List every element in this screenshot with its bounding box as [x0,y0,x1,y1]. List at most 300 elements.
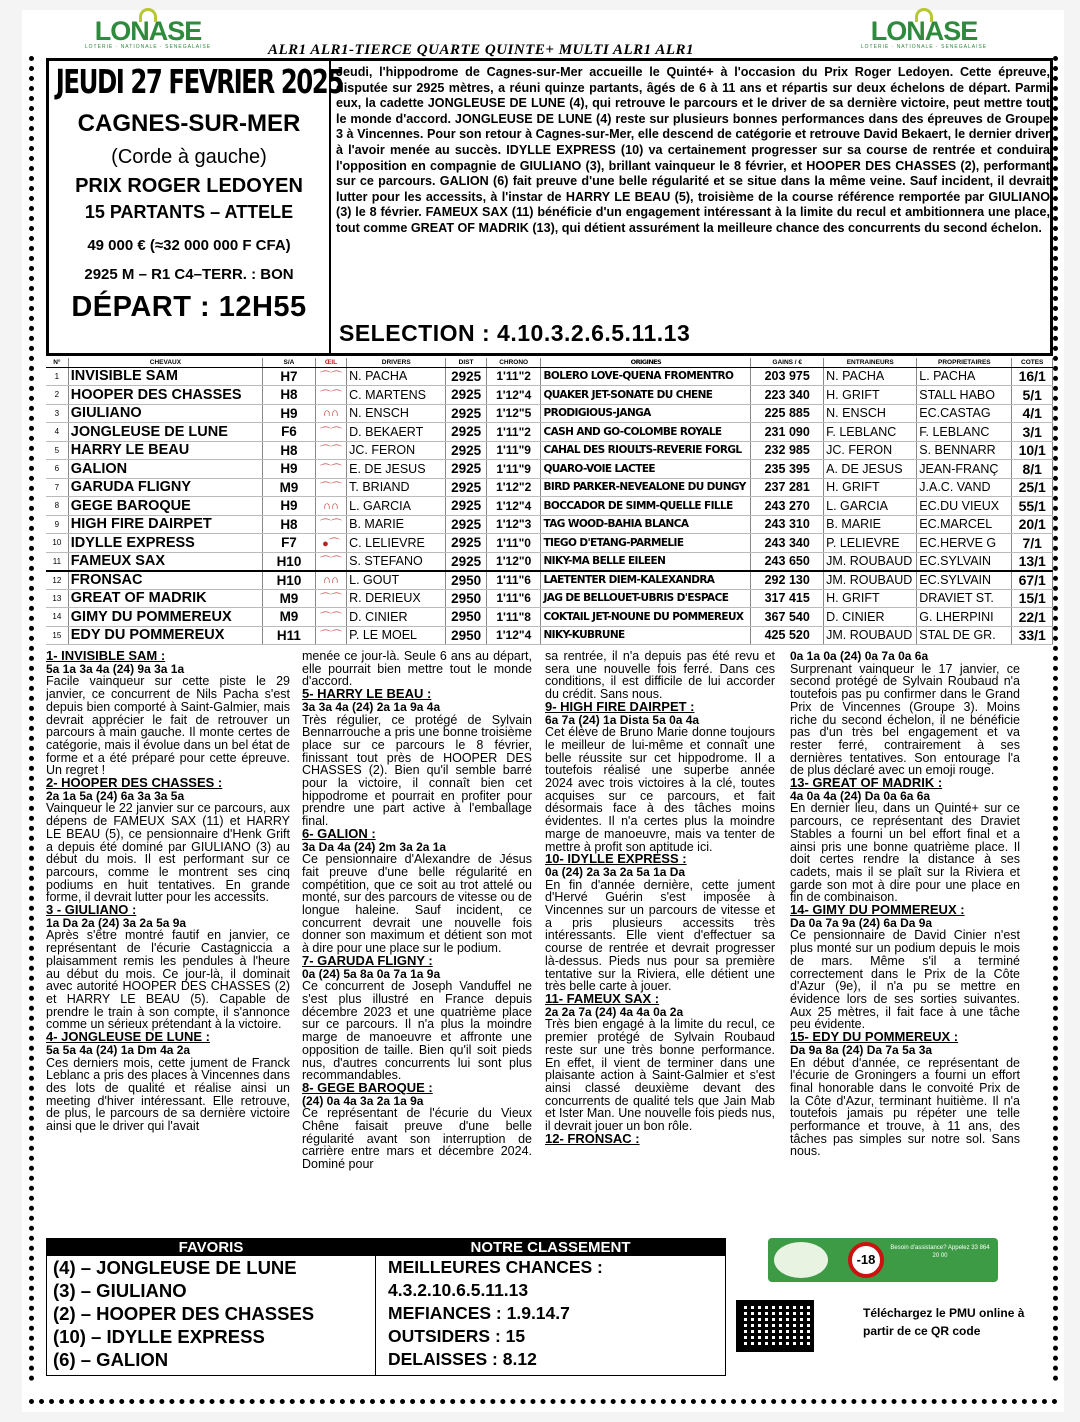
cell-dist: 2950 [446,608,486,627]
cell-dist: 2925 [446,367,486,386]
cell-owner: EC.HERVE G [917,534,1012,553]
qr-caption: Téléchargez le PMU online à partir de ce QR code [863,1306,1025,1338]
cell-gains: 235 395 [751,460,824,479]
horse-comment: Surprenant vainqueur le 17 janvier, ce second protégé de Sylvain Roubaud n'a toutefois pas pu confirmer dans le Grand Prix de Vincennes (Groupe 3). Moins riche du second échelon, il ne bénéficie pas d'un très bel engagement et va rester ferré, contrairement à ses dernières tentatives. Son entourage l'a de plus déclaré avec un emoji rouge. [790,661,1020,778]
cell-chrono: 1'12"4 [486,497,541,516]
cell-dist: 2950 [446,626,486,645]
cell-origine: CASH AND GO-COLOMBE ROYALE [541,423,751,442]
cell-origine: LAETENTER DIEM-KALEXANDRA [541,571,751,590]
bottom-section [46,1238,1053,1376]
horse-comment: Ce concurrent de Joseph Vanduffel ne s'est plus illustré en France depuis décembre 2023 et une quatrième place sur ce parcours. Il n'a plus la moindre marge de manoeuvre et affronte une opposition de taille. Bien qu'il soit pieds nus, d'autres concurrents lui sont plus recommandables. [302,979,532,1083]
cell-n: 10 [46,534,68,553]
cell-oeil: ⌒⌒ [315,478,346,497]
column-header: ENTRAINEURS [824,358,917,367]
horse-title: 10- IDYLLE EXPRESS : [545,851,687,867]
runner-row [46,589,1053,608]
cell-dist: 2925 [446,386,486,405]
horse-musique: 5a 5a 4a (24) 1a Dm 4a 2a [46,1042,191,1057]
qr-code[interactable] [736,1300,814,1352]
horse-musique: 0a 1a 0a (24) 0a 7a 0a 6a [790,650,929,663]
cell-trainer: JM. ROUBAUD [824,571,917,590]
cell-chrono: 1'11"2 [486,423,541,442]
classement-item: MEILLEURES CHANCES : [388,1257,603,1277]
cell-oeil: ∩∩ [315,404,346,423]
cell-owner: L. PACHA [917,367,1012,386]
cell-owner: EC.MARCEL [917,515,1012,534]
cell-chrono: 1'12"3 [486,515,541,534]
horse-title: 5- HARRY LE BEAU : [302,686,432,702]
horse-musique: Da 0a 7a 9a (24) 6a Da 9a [790,915,933,930]
cell-dist: 2950 [446,589,486,608]
cell-n: 4 [46,423,68,442]
horse-musique: 3a 3a 4a (24) 2a 1a 9a 4a [302,699,441,714]
cell-cote: 16/1 [1012,367,1053,386]
cell-horse: GARUDA FLIGNY [68,478,262,497]
horse-comment: sa rentrée, il n'a depuis pas été revu et sera une nouvelle fois ferré. Dans ces conditions, il est difficile de lui accorder du crédit. Sans nous. [545,650,775,702]
cell-n: 6 [46,460,68,479]
cell-dist: 2925 [446,534,486,553]
dotted-border [29,56,34,1382]
cell-owner: EC.SYLVAIN [917,552,1012,571]
column-header: CHRONO [486,358,541,367]
horse-comment: Facile vainqueur sur cette piste le 29 janvier, ce concurrent de Nils Pacha s'est depuis bien comporté à Saint-Galmier, mais devrait apprécier le fait de retrouver un parcours à main gauche. Il monte certes de catégorie, mais il évolue dans un bel état de forme et a été préparé pour cette épreuve. Un regret ! [46,674,290,778]
selection: SELECTION : 4.10.3.2.6.5.11.13 [339,320,691,346]
cell-n: 7 [46,478,68,497]
cell-origine: CAHAL DES RIOULTS-REVERIE FORGL [541,441,751,460]
comment-column [46,650,290,1236]
runner-row [46,534,1053,553]
cell-chrono: 1'11"9 [486,441,541,460]
cell-chrono: 1'12"2 [486,478,541,497]
cell-origine: BOCCADOR DE SIMM-QUELLE FILLE [541,497,751,516]
cell-trainer: H. GRIFT [824,386,917,405]
cell-horse: HARRY LE BEAU [68,441,262,460]
cell-cote: 3/1 [1012,423,1053,442]
cell-horse: HOOPER DES CHASSES [68,386,262,405]
runner-row [46,571,1053,590]
cell-oeil: ⌒⌒ [315,515,346,534]
cell-origine: NIKY-KUBRUNE [541,626,751,645]
lonase-logo: LONASE LOTERIE · NATIONALE · SENEGALAISE [854,16,994,50]
dotted-border [29,1399,1058,1404]
favori-item: (6) – GALION [53,1349,169,1370]
cell-horse: FRONSAC [68,571,262,590]
horse-comment: En dernier lieu, dans un Quinté+ sur ce parcours, ce représentant des Draviet Stables a fourni un bel effort final et a ainsi pris une bonne quatrième place. Il doit certes rendre la distance à ses cadets, mais il se plaît sur la Riviera et garde son mot à dire pour une place en fin de combinaison. [790,801,1020,905]
cell-driver: N. PACHA [347,367,446,386]
cell-horse: JONGLEUSE DE LUNE [68,423,262,442]
cell-chrono: 1'12"4 [486,626,541,645]
cell-owner: EC.DU VIEUX [917,497,1012,516]
bet-types-line: ALR1 ALR1-TIERCE QUARTE QUINTE+ MULTI ALR1 ALR1 [268,42,694,58]
horse-title: 4- JONGLEUSE DE LUNE : [46,1029,210,1045]
horse-comment: Ces derniers mois, cette jument de Franck Leblanc a pris des places à Vincennes dans des lots de qualité et réalise ainsi un meeting d'hiver intéressant. Elle retrouve, de plus, le parcours de sa dernière victoire ainsi que le driver qui l'avait [46,1055,290,1134]
horse-comment: menée ce jour-là. Seule 6 ans au départ, elle pourrait bien mettre tout le monde d'accord. [302,650,532,689]
race-info [49,61,343,353]
cell-driver: C. MARTENS [347,386,446,405]
cell-chrono: 1'12"5 [486,404,541,423]
cell-sa: F7 [263,534,316,553]
cell-oeil: ●⌒ [315,534,346,553]
cell-oeil: ⌒⌒ [315,626,346,645]
cell-gains: 243 340 [751,534,824,553]
cell-n: 3 [46,404,68,423]
allocation: 49 000 € (≈32 000 000 F CFA) [87,237,291,254]
favori-item: (3) – GIULIANO [53,1280,187,1301]
cell-sa: H8 [263,386,316,405]
cell-origine: BOLERO LOVE-QUENA FROMENTRO [541,367,751,386]
cell-cote: 15/1 [1012,589,1053,608]
cell-trainer: P. LELIEVRE [824,534,917,553]
cell-horse: GALION [68,460,262,479]
column-header: PROPRIETAIRES [917,358,1012,367]
depart-time: DÉPART : 12H55 [71,291,307,323]
runner-row [46,497,1053,516]
lonase-logo: LONASE LOTERIE · NATIONALE · SENEGALAISE [78,16,218,50]
cell-trainer: H. GRIFT [824,478,917,497]
cell-owner: G. LHERPINI [917,608,1012,627]
cell-trainer: H. GRIFT [824,589,917,608]
cell-cote: 5/1 [1012,386,1053,405]
cell-cote: 33/1 [1012,626,1053,645]
runner-row [46,423,1053,442]
cell-horse: IDYLLE EXPRESS [68,534,262,553]
cell-oeil: ⌒⌒ [315,608,346,627]
cell-sa: M9 [263,589,316,608]
cell-chrono: 1'12"4 [486,386,541,405]
cell-driver: E. DE JESUS [347,460,446,479]
runner-row [46,626,1053,645]
column-header: ORIGINES [541,358,751,367]
cell-sa: H9 [263,460,316,479]
horse-title: 2- HOOPER DES CHASSES : [46,775,223,791]
cell-chrono: 1'11"8 [486,608,541,627]
horse-comment: Ce pensionnaire de David Cinier n'est plus monté sur un podium depuis le mois de mars. Même s'il a terminé correctement dans le Prix de la Côte d'Azur (9e), il n'a pu se mettre en évidence lors de ses sorties suivantes. Aux 25 mètres, il fait face à une tâche peu évidente. [790,928,1020,1032]
cell-gains: 232 985 [751,441,824,460]
cell-cote: 10/1 [1012,441,1053,460]
cell-cote: 7/1 [1012,534,1053,553]
horse-comment: Vainqueur le 22 janvier sur ce parcours, aux dépens de FAMEUX SAX (11) et HARRY LE BEAU (5), ce pensionnaire d'Henk Grift a depuis été dominé par GIULIANO (3) au début du mois. Il est performant sur ce parcours, comme le montrent ses cinq podiums en huit tentatives. En grande forme, il devrait lutter pour les accessits. [46,801,290,905]
cell-n: 9 [46,515,68,534]
classement-title: NOTRE CLASSEMENT [376,1239,725,1256]
cell-horse: GEGE BAROQUE [68,497,262,516]
cell-driver: B. MARIE [347,515,446,534]
corde: (Corde à gauche) [111,146,267,168]
horse-comment: Ce représentant de l'écurie du Vieux Chêne faisait preuve d'une belle régularité avant son interruption de carrière entre mars et décembre 2024. Dominé pour [302,1106,532,1172]
cell-cote: 55/1 [1012,497,1053,516]
cell-trainer: N. ENSCH [824,404,917,423]
partants: 15 PARTANTS – ATTELE [84,202,294,222]
cell-driver: C. LELIEVRE [347,534,446,553]
cell-trainer: F. LEBLANC [824,423,917,442]
cell-dist: 2925 [446,460,486,479]
cell-oeil: ⌒⌒ [315,423,346,442]
horse-comment: En début d'année, ce représentant de l'écurie de Groningers a fourni un effort final honorable dans le convoité Prix de la Côte d'Azur, terminant huitième. Il n'a toutefois jamais pu répéter une telle performance et trouve, à 11 ans, des tâches pas simples sur notre sol. Sans nous. [790,1055,1020,1159]
cell-horse: FAMEUX SAX [68,552,262,571]
horse-comment: Cet élève de Bruno Marie donne toujours le meilleur de lui-même et connaît une belle réussite sur cet hippodrome. Il a toutefois réalisé une superbe année 2024 avec trois victoires à la clé, toutes acquises sur ce parcours, et fait désormais face à des tâches moins évidentes. Il n'a certes plus la moindre marge de manoeuvre, mais va tenter de mettre à profit son aptitude ici. [545,725,775,854]
responsible-gaming-banner [768,1238,998,1282]
cell-cote: 67/1 [1012,571,1053,590]
column-header: S/A [263,358,316,367]
cell-driver: D. CINIER [347,608,446,627]
column-header: DIST [446,358,486,367]
cell-oeil: ⌒⌒ [315,386,346,405]
horse-musique: 2a 2a 7a (24) 4a 4a 0a 2a [545,1004,684,1019]
cell-gains: 367 540 [751,608,824,627]
favori-item: (2) – HOOPER DES CHASSES [53,1303,315,1324]
cell-trainer: B. MARIE [824,515,917,534]
runner-row [46,386,1053,405]
cell-n: 13 [46,589,68,608]
cell-chrono: 1'12"0 [486,552,541,571]
cell-cote: 8/1 [1012,460,1053,479]
horse-musique: 1a Da 2a (24) 3a 2a 5a 9a [46,915,187,930]
horse-title: 13- GREAT OF MADRIK : [790,775,943,791]
cell-gains: 225 885 [751,404,824,423]
horse-title: 9- HIGH FIRE DAIRPET : [545,698,695,714]
venue: CAGNES-SUR-MER [77,110,301,137]
cell-driver: P. LE MOEL [347,626,446,645]
cell-owner: J.A.C. VAND [917,478,1012,497]
cell-gains: 292 130 [751,571,824,590]
cell-dist: 2925 [446,441,486,460]
cell-origine: JAG DE BELLOUET-UBRIS D'ESPACE [541,589,751,608]
runner-row [46,552,1053,571]
cell-oeil: ⌒⌒ [315,589,346,608]
favoris-box [46,1238,376,1376]
cell-origine: BIRD PARKER-NEVEALONE DU DUNGY [541,478,751,497]
cell-owner: EC.SYLVAIN [917,571,1012,590]
cell-origine: QUARO-VOIE LACTEE [541,460,751,479]
cell-trainer: JM. ROUBAUD [824,626,917,645]
cell-chrono: 1'11"6 [486,571,541,590]
cell-sa: M9 [263,608,316,627]
cell-n: 1 [46,367,68,386]
cell-horse: INVISIBLE SAM [68,367,262,386]
cell-sa: F6 [263,423,316,442]
cell-origine: QUAKER JET-SONATE DU CHENE [541,386,751,405]
horse-title: 1- INVISIBLE SAM : [46,650,166,663]
cell-driver: JC. FERON [347,441,446,460]
runners-table [46,358,1053,645]
cell-oeil: ⌒⌒ [315,367,346,386]
cell-cote: 4/1 [1012,404,1053,423]
horse-musique: 0a (24) 5a 8a 0a 7a 1a 9a [302,966,441,981]
cell-driver: L. GARCIA [347,497,446,516]
column-header: GAINS / € [751,358,824,367]
cell-horse: EDY DU POMMEREUX [68,626,262,645]
cell-dist: 2925 [446,423,486,442]
cell-dist: 2925 [446,478,486,497]
cell-gains: 203 975 [751,367,824,386]
horse-title: 6- GALION : [302,825,376,841]
cell-gains: 237 281 [751,478,824,497]
cell-trainer: N. PACHA [824,367,917,386]
horse-musique: Da 9a 8a (24) Da 7a 5a 3a [790,1042,933,1057]
cell-owner: EC.CASTAG [917,404,1012,423]
horse-comment: Ce pensionnaire d'Alexandre de Jésus fait preuve d'une belle régularité en compétition, que ce soit au trot attelé ou monté, sur des parcours de vitesse ou de longue haleine. Sauf incident, ce concurrent devrait une nouvelle fois donner son maximum et détient son mot à dire pour une place sur le podium. [302,852,532,956]
column-header: ŒIL [315,358,346,367]
cell-gains: 231 090 [751,423,824,442]
cell-origine: NIKY-MA BELLE EILEEN [541,552,751,571]
horse-musique: 3a Da 4a (24) 2m 3a 2a 1a [302,839,447,854]
cell-chrono: 1'11"2 [486,367,541,386]
cell-origine: PRODIGIOUS-JANGA [541,404,751,423]
cell-horse: HIGH FIRE DAIRPET [68,515,262,534]
cell-trainer: D. CINIER [824,608,917,627]
favori-item: (10) – IDYLLE EXPRESS [53,1326,265,1347]
cell-horse: GIMY DU POMMEREUX [68,608,262,627]
cell-trainer: JC. FERON [824,441,917,460]
horse-musique: 4a 0a 4a (24) Da 0a 6a 6a [790,788,931,803]
horse-comment: Très régulier, ce protégé de Sylvain Bennarrouche a pris une bonne troisième place sur ce parcours le 8 février, finissant tout près de HOOPER DES CHASSES (2). Bien qu'il semble barré pour la victoire, il connaît bien cet hippodrome et pourrait en profiter pour prendre une part active à l'emballage final. [302,712,532,829]
cell-owner: DRAVIET ST. [917,589,1012,608]
horse-comments [46,650,1053,1236]
cell-oeil: ⌒⌒ [315,460,346,479]
assistance-text: Besoin d'assistance? Appelez 33 864 20 00 [890,1245,990,1259]
cell-oeil: ∩∩ [315,497,346,516]
cell-n: 8 [46,497,68,516]
cell-horse: GREAT OF MADRIK [68,589,262,608]
cell-n: 14 [46,608,68,627]
horse-musique: 2a 1a 5a (24) 6a 3a 3a 5a [46,788,185,803]
comment-column [790,650,1020,1236]
cell-owner: STAL DE GR. [917,626,1012,645]
cell-driver: N. ENSCH [347,404,446,423]
horse-musique: (24) 0a 4a 3a 2a 1a 9a [302,1093,424,1108]
cell-trainer: L. GARCIA [824,497,917,516]
race-date: JEUDI 27 FEVRIER 2025 [55,62,343,101]
cell-n: 5 [46,441,68,460]
favoris-title: FAVORIS [47,1239,375,1256]
cell-gains: 425 520 [751,626,824,645]
age-limit-icon: -18 [848,1242,884,1278]
column-header: CHEVAUX [68,358,262,367]
cell-n: 11 [46,552,68,571]
horse-comment: Très bien engagé à la limite du recul, ce premier protégé de Sylvain Roubaud reste sur une très bonne performance. En effet, il vient de terminer dans une plaisante action à Saint-Galmier et s'est ainsi classé deuxième devant des concurrents de qualité tels que Jain Mab et Ister Man. Une nouvelle fois pieds nus, il devrait jouer un bon rôle. [545,1017,775,1134]
cell-cote: 13/1 [1012,552,1053,571]
cell-origine: TIEGO D'ETANG-PARMELIE [541,534,751,553]
cell-dist: 2925 [446,497,486,516]
cell-sa: H9 [263,497,316,516]
distance: 2925 M – R1 C4–TERR. : BON [84,266,294,283]
runner-row [46,515,1053,534]
cell-dist: 2925 [446,404,486,423]
cell-sa: H9 [263,404,316,423]
page [22,10,1064,1412]
horse-musique: 0a (24) 2a 3a 2a 5a 1a Da [545,864,686,879]
cell-sa: M9 [263,478,316,497]
cell-sa: H7 [263,367,316,386]
cell-sa: H10 [263,571,316,590]
cell-sa: H10 [263,552,316,571]
cell-origine: TAG WOOD-BAHIA BLANCA [541,515,751,534]
horse-comment: En fin d'année dernière, cette jument d'Hervé Guérin s'est imposée à Vincennes sur un parcours de vitesse et a pris plusieurs accessits très intéressants. Elle vient d'effectuer sa course de rentrée et devrait progresser là-dessus. Pieds nus pour sa première tentative sur la Riviera, elle détient une très belle carte à jouer. [545,877,775,994]
horse-title: 11- FAMEUX SAX : [545,990,660,1006]
column-header: COTES [1012,358,1053,367]
cell-chrono: 1'11"9 [486,460,541,479]
cell-n: 2 [46,386,68,405]
cell-cote: 22/1 [1012,608,1053,627]
column-header: N° [46,358,68,367]
cell-dist: 2950 [446,571,486,590]
horse-title: 12- FRONSAC : [545,1130,640,1146]
classement-item: DELAISSES : 8.12 [388,1349,537,1369]
runner-row [46,478,1053,497]
prix-name: PRIX ROGER LEDOYEN [75,175,303,197]
classement-box [376,1238,726,1376]
runner-row [46,404,1053,423]
cell-owner: STALL HABO [917,386,1012,405]
cell-oeil: ⌒⌒ [315,441,346,460]
horse-title: 7- GARUDA FLIGNY : [302,952,433,968]
horse-title: 3 - GIULIANO : [46,902,137,918]
favori-item: (4) – JONGLEUSE DE LUNE [53,1257,297,1278]
race-header [46,58,1053,356]
intro-text: Jeudi, l'hippodrome de Cagnes-sur-Mer accueille le Quinté+ à l'occasion du Prix Roger Ledoyen. Cette épreuve, disputée sur 2925 mètres, a réuni quinze partants, âgés de 6 à 11 ans et répartis sur deux échelons de départ. Parmi eux, la cadette JONGLEUSE DE LUNE (4), qui retrouve le parcours et le driver de sa dernière victoire, peut mettre tout le monde d'accord. JONGLEUSE DE LUNE (4) reste sur plusieurs bonnes performances dans des épreuves de Groupe 3 à Vincennes. Pour son retour à Cagnes-sur-Mer, elle descend de catégorie et retrouve David Bekaert, le dernier driver à l'avoir menée au succès. IDYLLE EXPRESS (10) va certainement progresser sur sa course de rentrée et conduira l'opposition en compagnie de GIULIANO (3), brillant vainqueur le 8 février, et HOOPER DES CHASSES (2), performant sur ce parcours. GALION (6) fait preuve d'une belle régularité et se situe dans la même veine. Sauf incident, il devrait lutter pour les accessits, à l'instar de HARRY LE BEAU (5), troisième de la course référence remportée par GIULIANO (3) le 8 février. FAMEUX SAX (11) bénéficie d'un engagement intéressant à la limite du recul et ambitionnera une place, tout comme GREAT OF MADRIK (13), qui détient assurément la meilleure chance des concurrents du second échelon. [336,65,1050,235]
cell-driver: T. BRIAND [347,478,446,497]
runner-row [46,367,1053,386]
cell-owner: S. BENNARR [917,441,1012,460]
horse-title: 15- EDY DU POMMEREUX : [790,1029,959,1045]
cell-gains: 223 340 [751,386,824,405]
horse-comment: Après s'être montré fautif en janvier, ce représentant de l'écurie Castagniccia a plaisamment remis les pendules à l'heure au début du mois. Ce jour-là, il dominait avec autorité HOOPER DES CHASSES (2) et HARRY LE BEAU (5). Capable de prendre le train à son compte, il s'annonce comme un sérieux prétendant à la victoire. [46,928,290,1032]
cell-origine: COKTAIL JET-NOUNE DU POMMEREUX [541,608,751,627]
cell-gains: 243 270 [751,497,824,516]
cell-trainer: A. DE JESUS [824,460,917,479]
column-header: DRIVERS [347,358,446,367]
horse-musique: 6a 7a (24) 1a Dista 5a 0a 4a [545,712,700,727]
cell-sa: H8 [263,441,316,460]
cell-dist: 2925 [446,515,486,534]
ball-icon [774,1242,828,1278]
cell-driver: D. BEKAERT [347,423,446,442]
cell-sa: H11 [263,626,316,645]
cell-n: 12 [46,571,68,590]
cell-n: 15 [46,626,68,645]
runner-row [46,441,1053,460]
cell-driver: L. GOUT [347,571,446,590]
runner-row [46,460,1053,479]
cell-owner: F. LEBLANC [917,423,1012,442]
cell-driver: R. DERIEUX [347,589,446,608]
comment-column [545,650,775,1236]
classement-item: 4.3.2.10.6.5.11.13 [388,1280,529,1300]
classement-item: MEFIANCES : 1.9.14.7 [388,1303,570,1323]
cell-horse: GIULIANO [68,404,262,423]
dotted-border [1053,56,1058,1382]
runner-row [46,608,1053,627]
cell-oeil: ⌒⌒ [315,552,346,571]
cell-cote: 20/1 [1012,515,1053,534]
cell-sa: H8 [263,515,316,534]
cell-owner: JEAN-FRANÇ [917,460,1012,479]
cell-chrono: 1'11"0 [486,534,541,553]
cell-trainer: JM. ROUBAUD [824,552,917,571]
comment-column [302,650,532,1236]
classement-item: OUTSIDERS : 15 [388,1326,526,1346]
cell-cote: 25/1 [1012,478,1053,497]
cell-driver: S. STEFANO [347,552,446,571]
cell-gains: 243 310 [751,515,824,534]
cell-gains: 317 415 [751,589,824,608]
cell-gains: 243 650 [751,552,824,571]
cell-oeil: ∩∩ [315,571,346,590]
horse-musique: 5a 1a 3a 4a (24) 9a 3a 1a [46,661,185,676]
horse-title: 14- GIMY DU POMMEREUX : [790,902,965,918]
cell-dist: 2925 [446,552,486,571]
cell-chrono: 1'11"6 [486,589,541,608]
horse-title: 8- GEGE BAROQUE : [302,1079,433,1095]
